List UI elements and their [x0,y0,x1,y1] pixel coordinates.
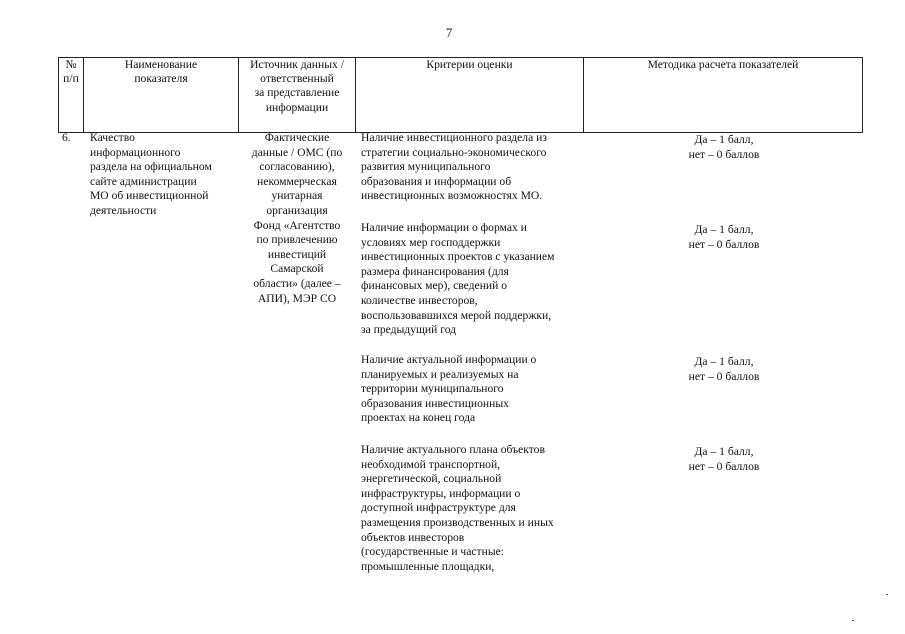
criteria-item: Наличие инвестиционного раздела из стратегии социально-экономического развития муниципального образования и информации об инвестиционных возможностях МО. [361,131,547,203]
criteria-item: Наличие актуального плана объектов необходимой транспортной, энергетической, социальной инфраструктуры, информации о доступной инфраструктуре для размещения производственных и иных объектов инвесторов (государственные и частные: промышленные площадки, [361,443,554,573]
header-criteria: Критерии оценки [426,58,513,71]
page-number: 7 [446,26,453,40]
criteria-item: Наличие актуальной информации о планируемых и реализуемых на территории муниципального образования инвестиционных проектах на конец года [361,353,537,425]
indicator-name: Качество информационного раздела на официальном сайте администрации МО об инвестиционной деятельности [90,131,212,217]
header-method: Методика расчета показателей [647,58,799,71]
scan-speck [852,620,854,621]
row-number: 6. [62,131,71,144]
scan-speck [886,594,888,595]
score-method: Да – 1 балл, нет – 0 баллов [688,355,760,383]
score-method: Да – 1 балл, нет – 0 баллов [688,445,760,473]
data-source: Фактические данные / ОМС (по согласованию), некоммерческая унитарная организация Фонд «Агентство по привлечению инвестиций Самарской области» (далее – АПИ), МЭР СО [251,131,343,305]
score-method: Да – 1 балл, нет – 0 баллов [688,133,760,161]
header-name: Наименование показателя [124,58,198,86]
header-num: № п/п [63,58,79,86]
criteria-item: Наличие информации о формах и условиях мер господдержки инвестиционных проектов с указанием размера финансирования (для финансовых мер), сведений о количестве инвесторов, воспользовавшихся мерой поддержки, за предыдущий год [361,221,555,337]
score-method: Да – 1 балл, нет – 0 баллов [688,223,760,251]
header-source: Источник данных / ответственный за представление информации [250,58,344,114]
